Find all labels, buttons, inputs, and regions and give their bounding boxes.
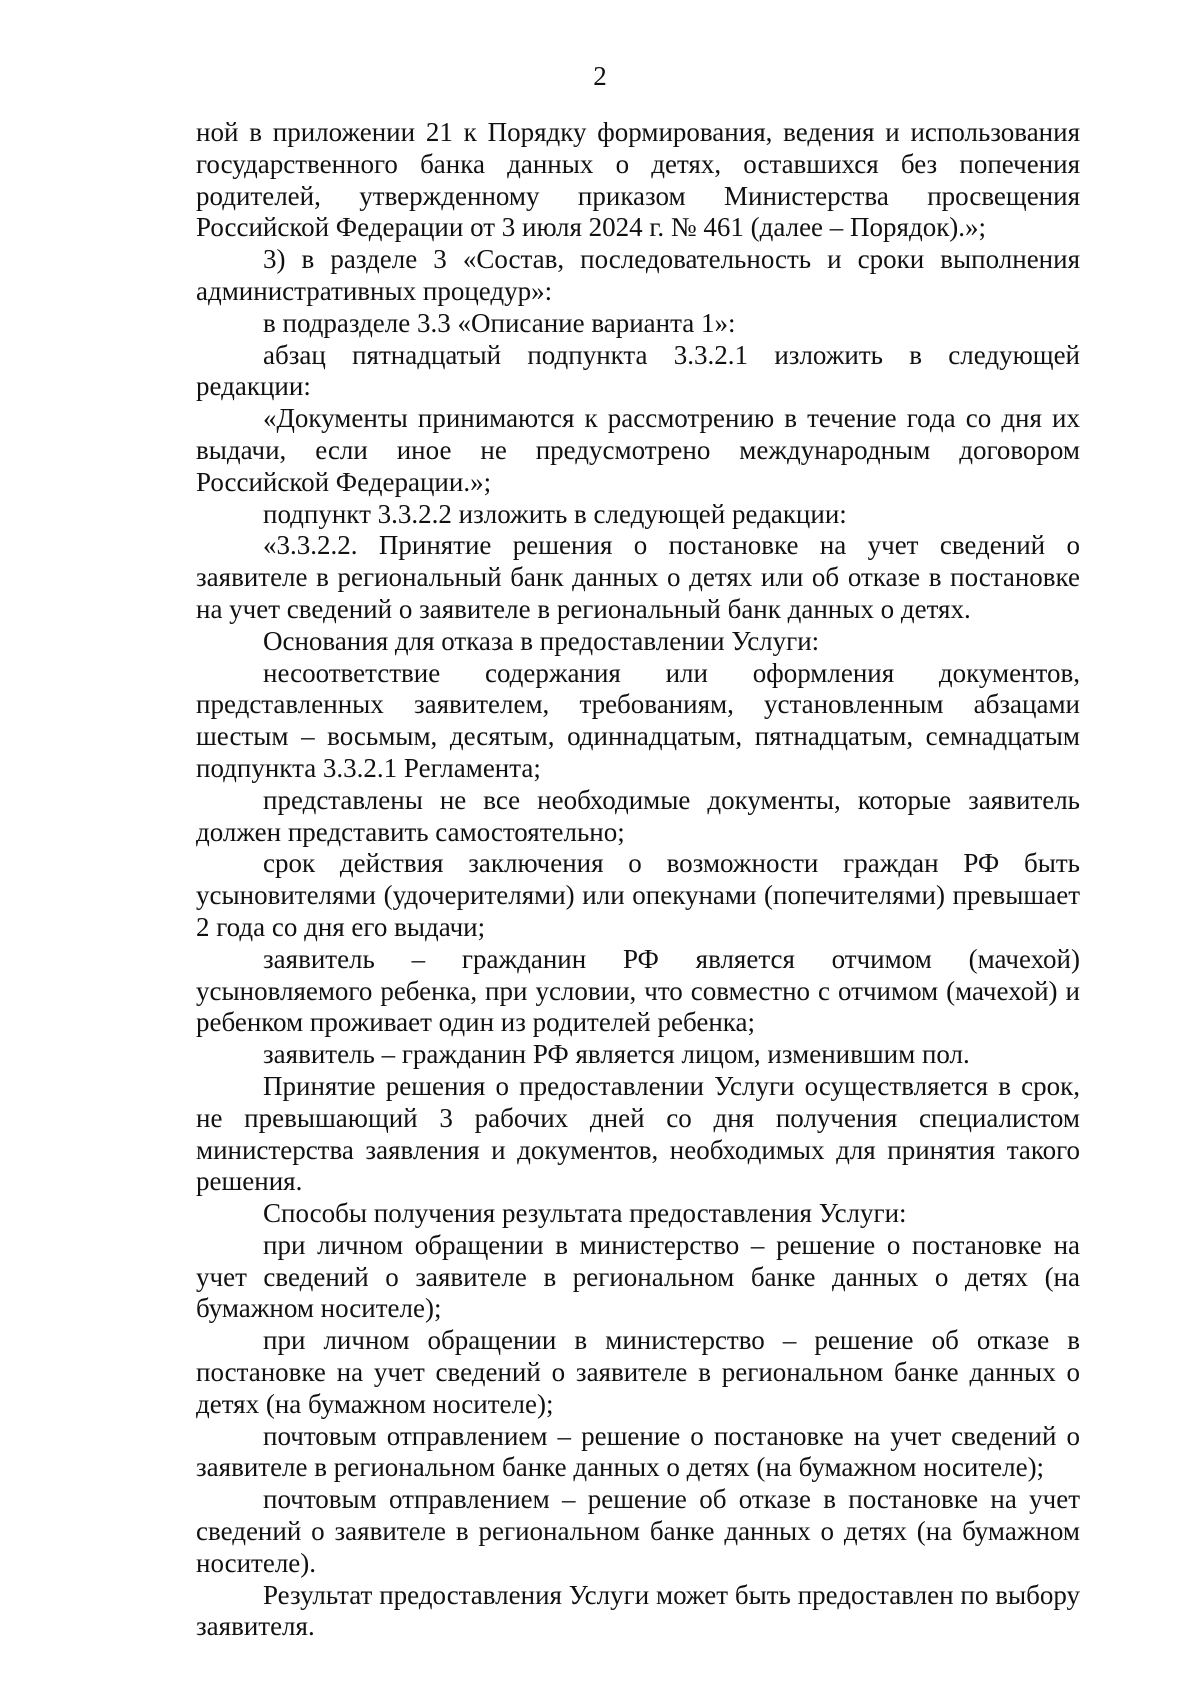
paragraph-continuation: ной в приложении 21 к Порядку формирования, ведения и использования государственного банка данных о детях, оставшихся без попечения родителей, утвержденному приказом Министерства просвещения Российской Федерации от 3 июля 2024 г. № 461 (далее – Порядок).»; [196,117,1080,243]
paragraph: Способы получения результата предоставления Услуги: [263,1198,907,1229]
paragraph: заявитель – гражданин РФ является отчимом (мачехой) усыновляемого ребенка, при условии, что совместно с отчимом (мачехой) и ребенком проживает один из родителей ребенка; [196,943,1080,1038]
paragraph: в подразделе 3.3 «Описание варианта 1»: [263,307,736,338]
paragraph: Принятие решения о предоставлении Услуги осуществляется в срок, не превышающий 3 рабочих дней со дня получения специалистом министерства заявления и документов, необходимых для принятия такого решения. [196,1070,1080,1197]
paragraph: «3.3.2.2. Принятие решения о постановке на учет сведений о заявителе в региональный банк данных о детях или об отказе в постановке на учет сведений о заявителе в региональный банк данных о детях. [196,530,1080,624]
paragraph: при личном обращении в министерство – решение об отказе в постановке на учет сведений о заявителе в региональном банке данных о детях (на бумажном носителе); [196,1325,1080,1419]
paragraph: срок действия заключения о возможности граждан РФ быть усыновителями (удочерителями) или опекунами (попечителями) превышает 2 года со дня его выдачи; [196,848,1080,942]
document-body [196,117,1080,1643]
paragraph: представлены не все необходимые документы, которые заявитель должен представить самостоятельно; [196,784,1080,847]
paragraph: Результат предоставления Услуги может быть предоставлен по выбору заявителя. [196,1579,1080,1642]
paragraph: 3) в разделе 3 «Состав, последовательность и сроки выполнения административных процедур»: [196,244,1080,306]
paragraph: заявитель – гражданин РФ является лицом, изменившим пол. [263,1039,970,1070]
page-number: 2 [593,61,607,91]
paragraph: абзац пятнадцатый подпункта 3.3.2.1 изложить в следующей редакции: [196,339,1080,402]
paragraph: Основания для отказа в предоставлении Услуги: [263,625,820,656]
paragraph: почтовым отправлением – решение о постановке на учет сведений о заявителе в региональном банке данных о детях (на бумажном носителе); [196,1420,1080,1483]
paragraph: при личном обращении в министерство – решение о постановке на учет сведений о заявителе в региональном банке данных о детях (на бумажном носителе); [196,1229,1080,1324]
paragraph: почтовым отправлением – решение об отказе в постановке на учет сведений о заявителе в региональном банке данных о детях (на бумажном носителе). [196,1484,1080,1578]
paragraph: несоответствие содержания или оформления документов, представленных заявителем, требованиям, установленным абзацами шестым – восьмым, десятым, одиннадцатым, пятнадцатым, семнадцатым подпункта 3.3.2.1 Регламента; [196,657,1080,783]
paragraph: подпункт 3.3.2.2 изложить в следующей редакции: [263,498,847,529]
paragraph: «Документы принимаются к рассмотрению в течение года со дня их выдачи, если иное не предусмотрено международным договором Российской Федерации.»; [196,403,1080,497]
